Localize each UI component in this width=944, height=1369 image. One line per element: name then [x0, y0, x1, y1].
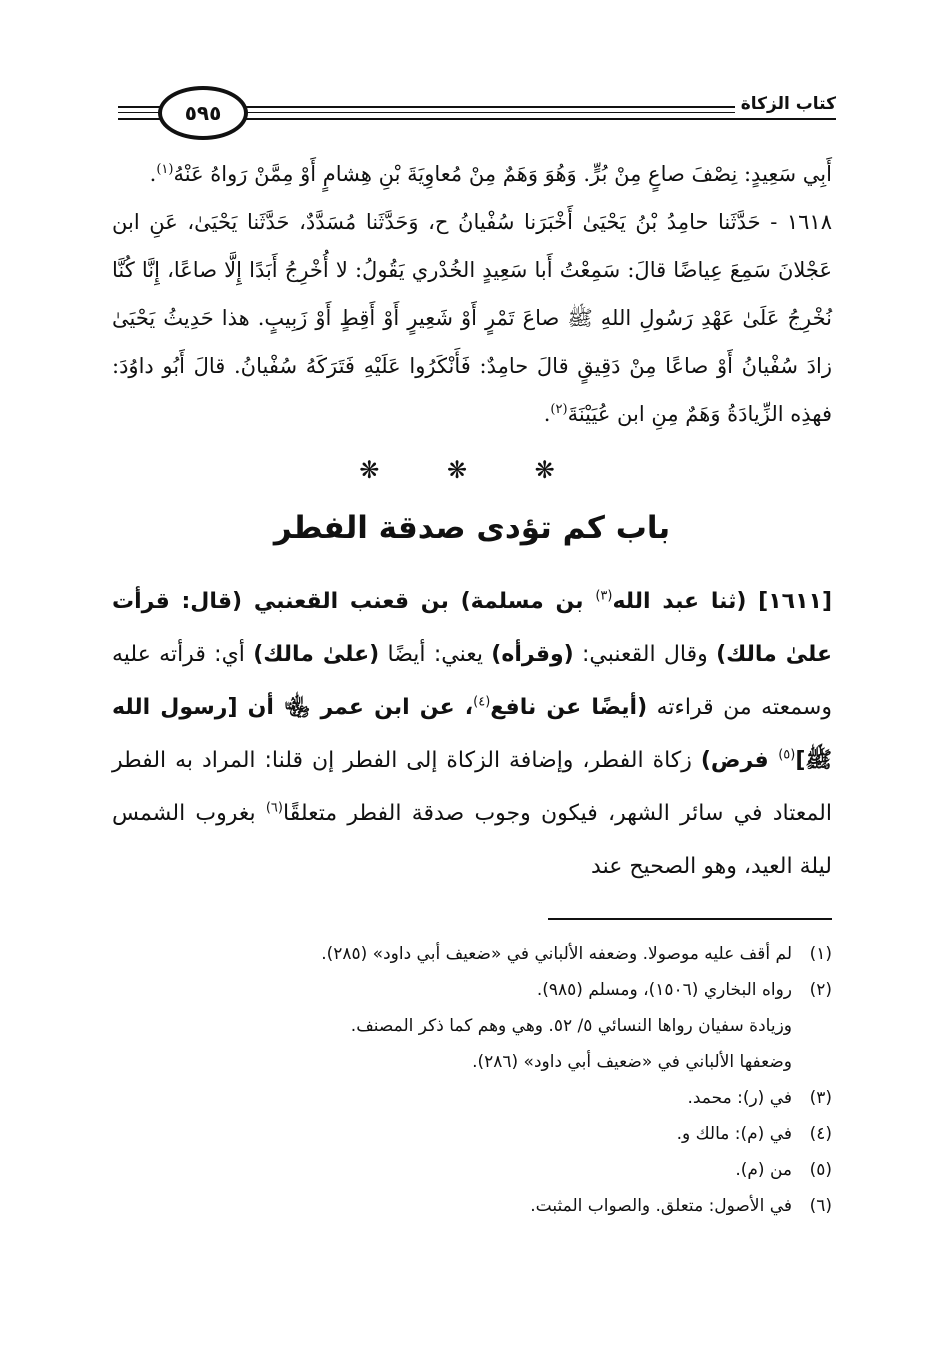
page-number: ٥٩٥ [158, 86, 248, 140]
commentary-text: [١٦١١] (ثنا عبد الله$^{(٣)}$ بن مسلمة) بن قعنب القعنبي (قال: قرأت علىٰ مالك) وقال القعنبي: (وقرأه) يعني: أيضًا (علىٰ مالك) أي: قرأته عليه وسمعته من قراءته (أيضًا عن نافع$^{(٤)}$، عن ابن عمر ﵄ أن [رسول الله ﷺ]$^{(٥)}$ فرض) زكاة الفطر، وإضافة الزكاة إلى الفطر إن قلنا: المراد به الفطر المعتاد في سائر الشهر، فيكون وجوب صدقة الفطر متعلقًا$^{(٦)}$ بغروب الشمس ليلة العيد، وهو الصحيح عند [112, 588, 832, 879]
footnote-ref-3: (٣) [595, 588, 613, 604]
page-header [118, 86, 836, 136]
footnote-ref-2: (٢) [550, 402, 568, 417]
footnote-item: (٢) رواه البخاري (١٥٠٦)، ومسلم (٩٨٥). [536, 980, 832, 1000]
footnote-item: (٦) في الأصول: متعلق. والصواب المثبت. [530, 1196, 832, 1216]
footnote-ref-5: (٥) [778, 747, 796, 763]
hadith-1618: ١٦١٨ - حَدَّثَنا حامِدُ بْنُ يَحْيَىٰ أَخْبَرَنا سُفْيانُ ح، وَحَدَّثَنا مُسَدَّدٌ، حَدَّثَنا يَحْيَىٰ، عَنِ ابن عَجْلانَ سَمِعَ عِياضًا قالَ: سَمِعْتُ أَبا سَعِيدٍ الخُدْري يَقُولُ: لا أُخْرِجُ أَبَدًا إِلَّا صاعًا، إِنَّا كُنَّا نُخْرِجُ عَلَىٰ عَهْدِ رَسُولِ اللهِ ﷺ صاعَ تَمْرٍ أَوْ شَعِيرٍ أَوْ أَقِطٍ أَوْ زَبِيبٍ. هذا حَدِيثُ يَحْيَىٰ زادَ سُفْيانُ أَوْ صاعًا مِنْ دَقِيقٍ قالَ حامِدٌ: فَأَنْكَرُوا عَلَيْهِ فَتَرَكَهُ سُفْيانُ. قالَ أَبُو داوُدَ: فهذِه الزِّيادَةُ وَهَمٌ مِنِ ابن عُيَيْنَةَ$^{(٢)}$. [112, 210, 832, 426]
section-separator: ❋ ❋ ❋ [359, 456, 585, 484]
footnote-ref-4: (٤) [473, 694, 491, 710]
footnote-item: وزيادة سفيان رواها النسائي ٥/ ٥٢. وهي وهم كما ذكر المصنف. [350, 1016, 792, 1036]
footnote-item: (٤) في (م): مالك و. [676, 1124, 832, 1144]
footnote-item: (١) لم أقف عليه موصولا. وضعفه الألباني في «ضعيف أبي داود» (٢٨٥). [321, 944, 832, 964]
hadith-text [112, 150, 832, 438]
footnote-ref-6: (٦) [265, 800, 283, 816]
footnote-item: (٣) في (ر): محمد. [687, 1088, 832, 1108]
footnote-item: (٥) من (م). [735, 1160, 832, 1180]
chapter-title: باب كم تؤدى صدقة الفطر [273, 510, 671, 546]
footnotes [112, 936, 832, 1224]
footnote-ref-1: (١) [156, 162, 174, 177]
footnote-item: وضعفها الألباني في «ضعيف أبي داود» (٢٨٦). [472, 1052, 792, 1072]
running-title: كتاب الزكاة [735, 94, 836, 114]
footnote-divider [548, 918, 832, 920]
hadith-line-1: أَبِي سَعِيدٍ: نِصْفَ صاعٍ مِنْ بُرٍّ. وَهُوَ وَهَمٌ مِنْ مُعاوِيَةَ بْنِ هِشامٍ أَوْ مِمَّنْ رَواهُ عَنْهُ$^{(١)}$. [149, 162, 832, 186]
